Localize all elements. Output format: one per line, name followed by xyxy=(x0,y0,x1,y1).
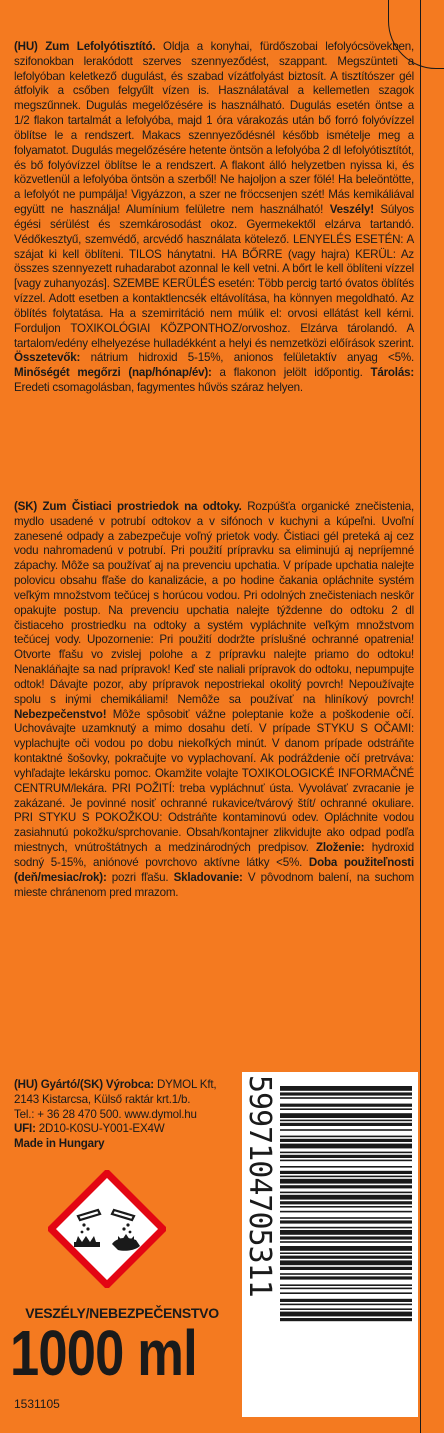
manufacturer-info xyxy=(14,1078,274,1152)
barcode-bar xyxy=(280,1129,412,1131)
made-in-label: Made in Hungary xyxy=(14,1137,105,1151)
barcode-bar xyxy=(280,1113,412,1118)
sk-safety-text: Môže spôsobiť vážne poleptanie kože a poškodenie očí. Uchovávajte uzamknutý a mimo dosahu detí. V prípade STYKU S OČAMI: vyplachujte oči vodou po dobu niekoľkých minút. V danom prípade odstráňte kontaktné šošovky, pokračujte vo vyplachovaní. Ak podráždenie očí pretrváva: vyhľadajte lekársku pomoc. Okamžite volajte TOXIKOLOGICKÉ INFORMAČNÉ CENTRUM/lekára. PRI POŽITÍ: treba vypláchnuť ústa. Vyvolávať zvracanie je zakázané. Je povinné nosiť ochranné rukavice/tvárový štít/ ochranné okuliare. PRI STYKU S POKOŽKOU: Odstráňte kontaminovú odev. Opláchnite vodou zasiahnutú pokožku/sprchovanie. Obsah/kontajner zlikvidujte ako odpad podľa miestnych, vnútroštátnych a medzinárodných predpisov. xyxy=(14,707,414,855)
sk-composition-label: Zloženie: xyxy=(315,841,365,855)
barcode-bar xyxy=(280,1292,412,1294)
manufacturer-label: (HU) Gyártó/(SK) Výrobca: xyxy=(14,1078,154,1091)
barcode-bar xyxy=(280,1160,412,1162)
manufacturer-address: 2143 Kistarcsa, Külső raktár krt.1/b. xyxy=(14,1092,191,1106)
hazard-pictogram xyxy=(48,1170,166,1288)
barcode-bar xyxy=(280,1227,412,1229)
barcode-bar xyxy=(280,1308,412,1310)
hu-safety-text: Súlyos égési sérülést és szemkárosodást okoz. Gyermekektől elzárva tartandó. Védőkesztyű, szemvédő, arcvédő használata kötelező. LENYELÉS ESETÉN: A szájat ki kell öblíteni. TILOS hánytatni. HA BŐRRE (vagy hajra) KERÜL: Az összes szennyezett ruhadarabot azonnal le kell vetni. A bőrt le kell öblíteni vízzel [vagy zuhanyozás]. SZEMBE KERÜLÉS esetén: Több percig tartó óvatos öblítés vízzel. Adott esetben a kontaktlencsék eltávolítása, ha könnyen megoldható. Az öblítés folytatása. Ha a szemirritáció nem múlik el: orvosi ellátást kell kérni. Forduljon TOXIKOLÓGIAI KÖZPONTHOZ/orvoshoz. Elzárva tárolandó. A tartalom/edény elhelyezése hulladékként a helyi és nemzetközi előírások szerint. xyxy=(14,203,414,350)
barcode-bar xyxy=(280,1284,412,1286)
barcode-bar xyxy=(280,1260,412,1265)
manufacturer-contact: Tel.: + 36 28 470 500. www.dymol.hu xyxy=(14,1107,197,1121)
barcode-bar xyxy=(280,1195,412,1200)
barcode-bar xyxy=(280,1256,412,1259)
sk-quality-text: pozri fľašu. xyxy=(106,870,174,884)
barcode-bar xyxy=(280,1155,412,1158)
barcode-bar xyxy=(280,1217,412,1219)
barcode-bar xyxy=(280,1230,412,1235)
slovak-instructions xyxy=(14,500,414,900)
barcode-bar xyxy=(280,1276,412,1279)
barcode-bar xyxy=(280,1086,412,1091)
sk-title: (SK) Zum Čistiaci prostriedok na odtoky. xyxy=(14,500,242,513)
sk-storage-text: V pôvodnom balení, na suchom mieste chránenom pred mrazom. xyxy=(14,870,414,899)
hu-storage-text: Eredeti csomagolásban, fagymentes hűvös száraz helyen. xyxy=(14,381,303,395)
product-code: 1531105 xyxy=(14,1397,60,1411)
barcode-bar xyxy=(280,1171,412,1174)
sk-usage-text: Rozpúšťa organické znečistenia, mydlo usadené v potrubí odtokov a v sifónoch v kuchyni a kúpeľni. Uvoľní zanesené odpady a zabezpečuje voľný prietok vody. Čistiaci gél preteká aj cez vodu nahromadenú v potrubí. Pri použití prípravku sa eliminujú aj nepríjemné zápachy. Môže sa používať aj na prevenciu upchatia. V prípade upchatia nalejte polovicu obsahu fľaše do kanalizácie, a po hodine čakania opláchnite systém veľkým množstvom tečúcej s horúcou vodou. Pri odolných znečisteniach neskôr opakujte postup. Na prevenciu upchatia nalejte týždenne do odtoku 2 dl čistiaceho prostriedku na odtoky a systém vypláchnite veľkým množstvom tečúcej vody. Upozornenie: Pri použití dodržte príslušné ochranné opatrenia! Otvorte fľašu vo zvislej polohe a z prípravku nalejte priamo do odtoku! Nenakláňajte sa nad prípravok! Keď ste naliali prípravok do odtoku, nepumpujte odtok! Dávajte pozor, aby prípravok nepostriekal okolitý povrch! Nepoužívajte spolu s inými chemikáliami! Nemôže sa používať na hliníkový povrch! xyxy=(14,500,414,706)
sk-composition-text: hydroxid sodný 5-15%, aniónové povrchovo aktívne látky <5%. xyxy=(14,841,415,869)
label-edge-line xyxy=(420,0,421,1433)
corrosive-hazard-icon xyxy=(48,1170,166,1288)
barcode-bar xyxy=(280,1179,412,1184)
barcode-bar xyxy=(280,1246,412,1251)
barcode-bar xyxy=(280,1166,412,1168)
barcode-bar xyxy=(280,1108,412,1110)
hu-quality-text: a flakonon jelölt időpontig. xyxy=(211,366,371,380)
sk-danger-word: Nebezpečenstvo! xyxy=(14,707,107,721)
manufacturer-name: DYMOL Kft, xyxy=(153,1078,217,1091)
barcode-bar xyxy=(280,1304,412,1306)
barcode-bar xyxy=(280,1312,412,1317)
barcode-bar xyxy=(280,1273,412,1275)
barcode-bar xyxy=(280,1241,412,1243)
barcode-bar xyxy=(280,1201,412,1204)
signal-word: VESZÉLY/NEBEZPEČENSTVO xyxy=(25,1305,219,1321)
barcode-bar xyxy=(280,1252,412,1254)
ufi-code: 2D10-K0SU-Y001-EX4W xyxy=(35,1122,165,1136)
hu-title: (HU) Zum Lefolyótisztító. xyxy=(14,40,156,53)
sk-storage-label: Skladovanie: xyxy=(173,870,243,884)
barcode-digits: 5997104705311 xyxy=(242,1075,277,1297)
barcode-bar xyxy=(280,1318,412,1321)
barcode-bar xyxy=(280,1123,412,1126)
hu-quality-label: Minőségét megőrzi (nap/hónap/év): xyxy=(14,366,212,380)
hu-composition-text: nátrium hidroxid 5-15%, anionos felületaktív anyag <5%. xyxy=(80,351,414,365)
barcode-bar xyxy=(280,1288,412,1290)
barcode-bar xyxy=(280,1097,412,1099)
barcode-bar xyxy=(280,1139,412,1142)
barcode-bar xyxy=(280,1267,412,1270)
barcode-bar xyxy=(280,1185,412,1188)
barcode-bar xyxy=(280,1152,412,1154)
barcode-bar xyxy=(280,1236,412,1239)
barcode-bar xyxy=(280,1220,412,1223)
barcode-bar xyxy=(280,1176,412,1178)
barcode-bar xyxy=(280,1136,412,1138)
barcode-bar xyxy=(280,1206,412,1208)
barcode-bar xyxy=(280,1192,412,1194)
barcode-bar xyxy=(280,1211,412,1213)
sk-quality-label: Doba použiteľnosti (deň/mesiac/rok): xyxy=(14,855,414,884)
hu-usage-text: Oldja a konyhai, fürdőszobai lefolyócsövekben, szifonokban lerakódott szerves szennyeződést, szappant. Megszünteti a lefolyóban keletkező dugulást, és szabad vízátfolyást biztosít. A tisztítószer gél átfolyik a csőben felgyűlt vízen is. Használatával a kellemetlen szagok megszűnnek. Dugulás megelőzésére is használható. Dugulás esetén öntse a 1/2 flakon tartalmát a lefolyóba, majd 1 óra várakozás után bő forró folyóvízzel öblítse le a rendszert. Makacs szennyeződésnél később ismételje meg a folyamatot. Dugulás megelőzésére hetente öntsön a lefolyóba 2 dl lefolyótisztítót, és bő folyóvízzel öblítse le a rendszert. A flakont álló helyzetben nyissa ki, és közvetlenül a lefolyóba öntsön a szerből! Ne hajoljon a szer fölé! Ha beleöntötte, a lefolyót ne pumpálja! Vigyázzon, a szer ne fröccsenjen szét! Más kemikáliával együtt ne használja! Alumínium felületre nem használható! xyxy=(14,40,414,217)
hungarian-instructions xyxy=(14,40,414,396)
hu-storage-label: Tárolás: xyxy=(370,366,414,380)
barcode-bar xyxy=(280,1299,412,1302)
barcode-bar xyxy=(280,1092,412,1095)
hu-danger-word: Veszély! xyxy=(329,203,374,217)
barcode-bar xyxy=(280,1120,412,1122)
volume-label: 1000 ml xyxy=(10,1317,197,1389)
barcode-bar xyxy=(280,1104,412,1107)
hu-composition-label: Összetevők: xyxy=(14,351,81,365)
barcode-bar xyxy=(280,1144,412,1149)
ufi-label: UFI: xyxy=(14,1122,36,1136)
